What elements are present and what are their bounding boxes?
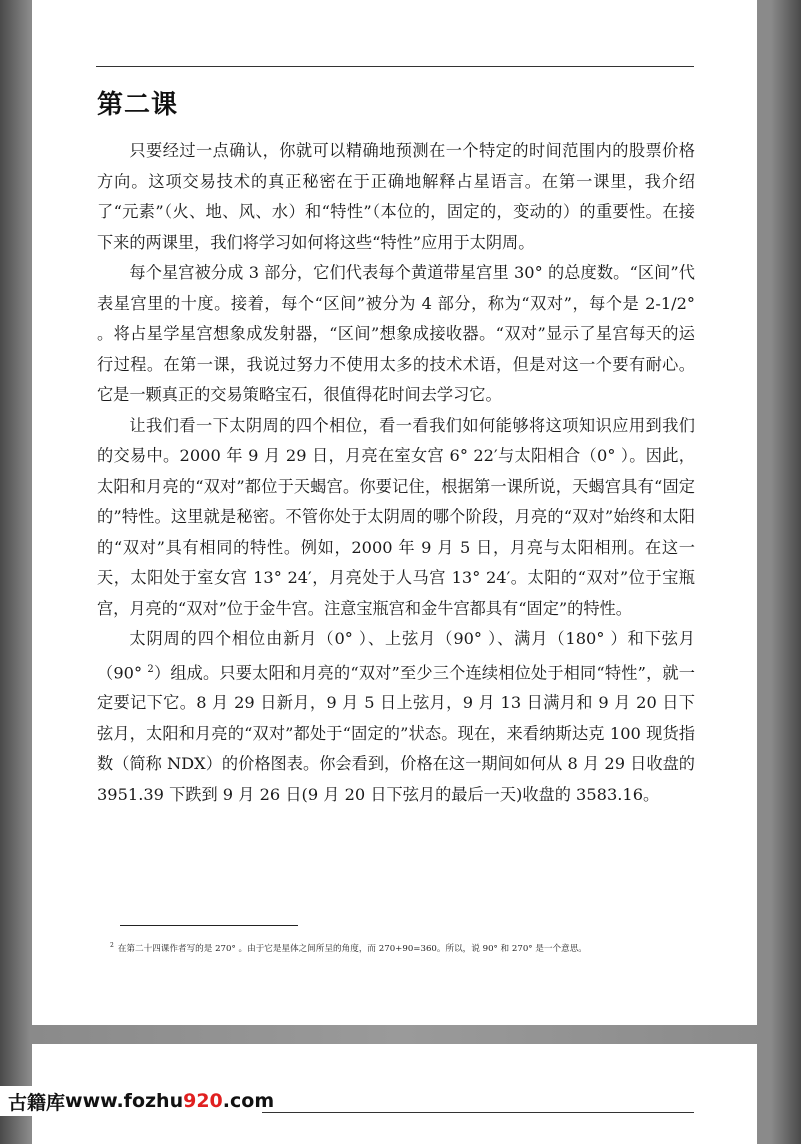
paragraph-4 (97, 624, 695, 810)
watermark-url-prefix: www.fozhu (65, 1090, 184, 1112)
footnote (110, 940, 710, 955)
footnote-reference[interactable]: 2 (147, 663, 154, 675)
paragraph-4-part-2: ）组成。只要太阳和月亮的“双对”至少三个连续相位处于相同“特性”，就一定要记下它。8 月 29 日新月，9 月 5 日上弦月，9 月 13 日满月和 9 月 20 日下弦月，太阳和月亮的“双对”都处于“固定的”状态。现在，来看纳斯达克 100 现货指数（简称 NDX）的价格图表。你会看到，价格在这一期间如何从 8 月 29 日收盘的 3951.39 下跌到 9 月 26 日(9 月 20 日下弦月的最后一天)收盘的 3583.16。 (97, 662, 695, 804)
body-text (97, 136, 695, 810)
site-watermark[interactable] (0, 1086, 275, 1116)
watermark-site-name: 古籍库 (8, 1091, 66, 1114)
paragraph-1: 只要经过一点确认，你就可以精确地预测在一个特定的时间范围内的股票价格方向。这项交易技术的真正秘密在于正确地解释占星语言。在第一课里，我介绍了“元素”（火、地、风、水）和“特性”（本位的，固定的，变动的）的重要性。在接下来的两课里，我们将学习如何将这些“特性”应用于太阴周。 (97, 141, 695, 252)
watermark-url-digits: 920 (183, 1090, 223, 1112)
paragraph-4-part-1: 太阴周的四个相位由新月（0° ）、上弦月（90° ）、满月（180° ）和下弦月（90° (97, 629, 695, 682)
header-rule (96, 66, 694, 67)
lesson-title: 第二课 (97, 90, 179, 120)
watermark-url-suffix: .com (222, 1090, 275, 1112)
footnote-text: 在第二十四课作者写的是 270° 。由于它是星体之间所呈的角度，而 270+90=360。所以，说 90° 和 270° 是一个意思。 (117, 943, 587, 954)
paragraph-3: 让我们看一下太阴周的四个相位，看一看我们如何能够将这项知识应用到我们的交易中。2000 年 9 月 29 日，月亮在室女宫 6° 22′与太阳相合（0° ）。因此，太阳和月亮的“双对”都位于天蝎宫。你要记住，根据第一课所说，天蝎宫具有“固定的”特性。这里就是秘密。不管你处于太阴周的哪个阶段，月亮的“双对”始终和太阳的“双对”具有相同的特性。例如，2000 年 9 月 5 日，月亮与太阳相刑。在这一天，太阳处于室女宫 13° 24′，月亮处于人马宫 13° 24′。太阳的“双对”位于宝瓶宫，月亮的“双对”位于金牛宫。注意宝瓶宫和金牛宫都具有“固定”的特性。 (97, 415, 695, 618)
document-page (32, 0, 757, 1025)
paragraph-2: 每个星宫被分成 3 部分，它们代表每个黄道带星宫里 30° 的总度数。“区间”代表星宫里的十度。接着，每个“区间”被分为 4 部分，称为“双对”，每个是 2-1/2° 。将占星学星宫想象成发射器，“区间”想象成接收器。“双对”显示了星宫每天的运行过程。在第一课，我说过努力不使用太多的技术术语，但是对这一个要有耐心。它是一颗真正的交易策略宝石，很值得花时间去学习它。 (97, 263, 695, 404)
footnote-number: 2 (110, 942, 114, 949)
footnote-rule (120, 925, 298, 926)
